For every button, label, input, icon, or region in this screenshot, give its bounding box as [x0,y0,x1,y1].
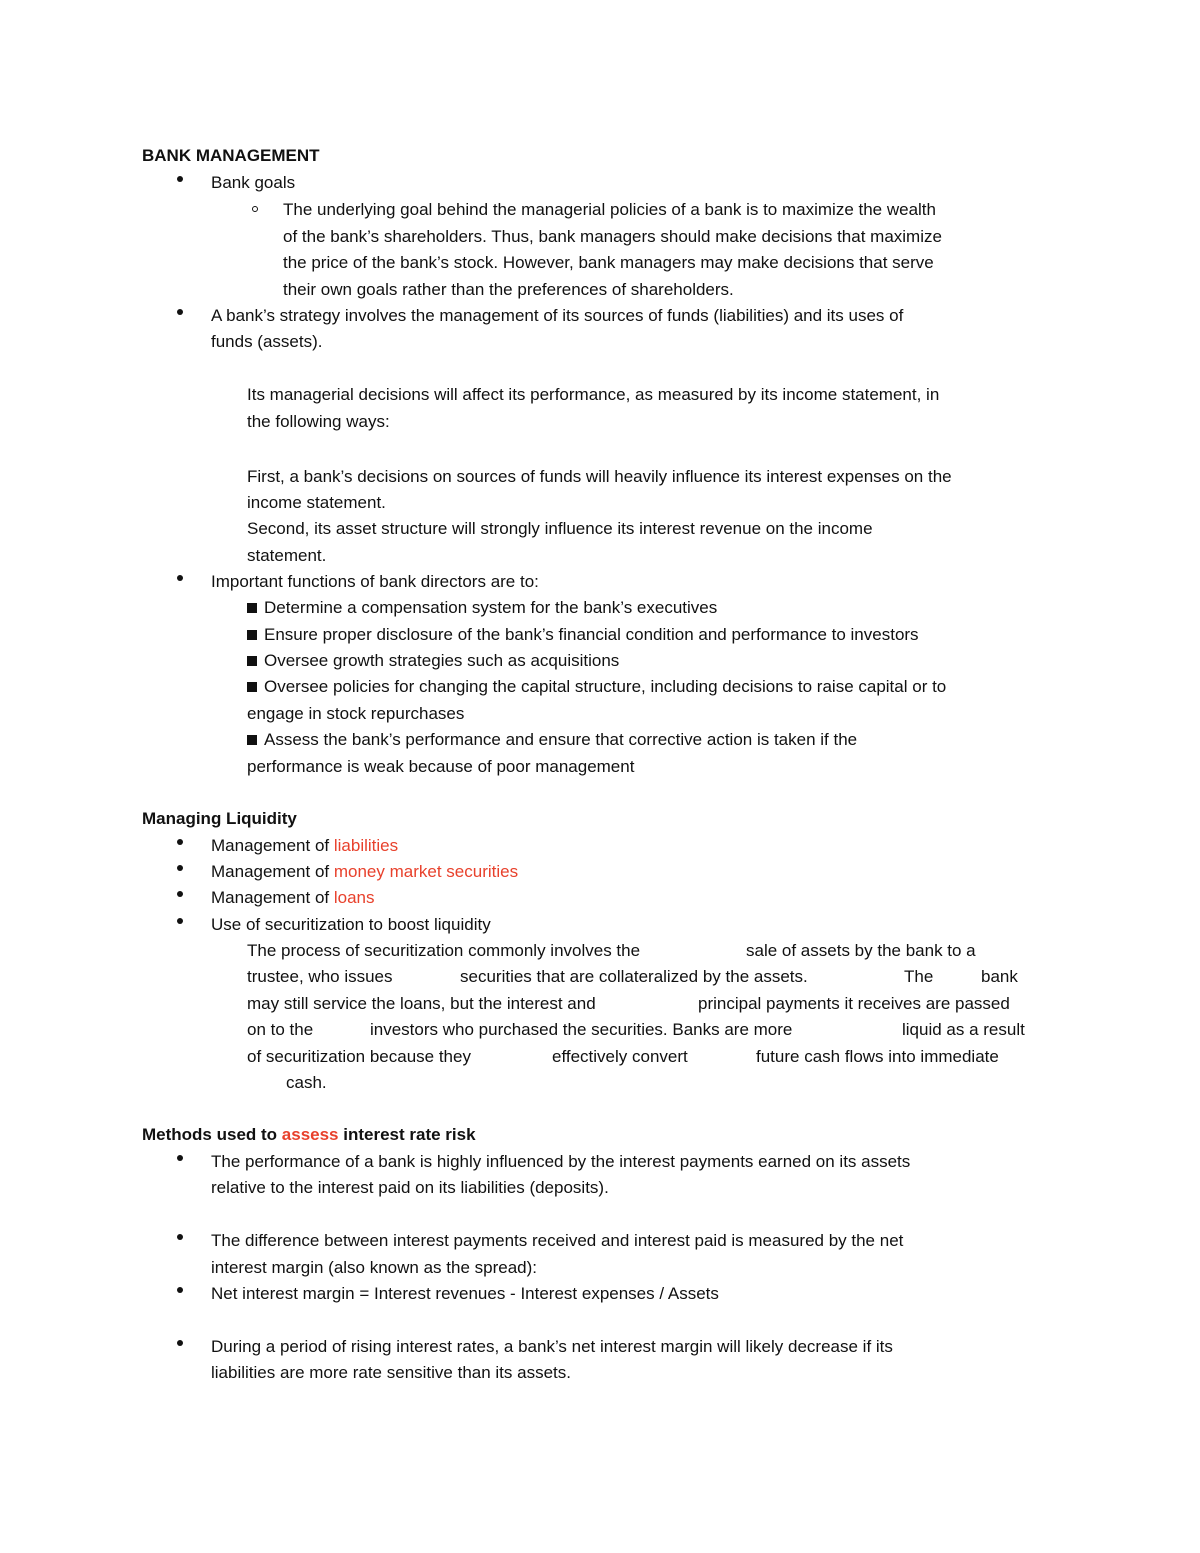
bullet-icon [177,1234,183,1240]
function-item: Oversee policies for changing the capital structure, including decisions to raise capital or to [247,674,946,700]
text-line: Net interest margin = Interest revenues - Interest expenses / Assets [211,1284,719,1303]
text-line: funds (assets). [211,332,323,351]
text-fragment: trustee, who issues [247,967,393,986]
text-fragment: may still service the loans, but the interest and [247,994,596,1013]
text-line: The underlying goal behind the managerial policies of a bank is to maximize the wealth [283,200,936,219]
list-item-loans: Management of loans [211,888,375,907]
list-item-bank-goals: Bank goals [211,173,296,192]
section-heading-bank-management: BANK MANAGEMENT [142,146,320,165]
text-line: interest margin (also known as the spread): [211,1258,537,1277]
text-fragment: cash. [286,1073,327,1092]
text-line: relative to the interest paid on its liabilities (deposits). [211,1178,609,1197]
function-item: Ensure proper disclosure of the bank’s financial condition and performance to investors [247,622,919,648]
text-line: engage in stock repurchases [247,704,465,723]
function-item: Determine a compensation system for the bank’s executives [247,595,717,621]
square-bullet-icon [247,630,257,640]
square-bullet-icon [247,603,257,613]
list-item-money-market: Management of money market securities [211,862,519,881]
text-fragment: securities that are collateralized by the assets. [460,967,808,986]
text-fragment: liquid as a result [902,1020,1025,1039]
list-item-securitization: Use of securitization to boost liquidity [211,915,491,934]
function-item: Oversee growth strategies such as acquisitions [247,648,619,674]
text-line: the price of the bank’s stock. However, bank managers may make decisions that serve [283,253,934,272]
text-fragment: investors who purchased the securities. Banks are more [370,1020,793,1039]
text-fragment: on to the [247,1020,314,1039]
text-line: During a period of rising interest rates, a bank’s net interest margin will likely decrease if its [211,1337,893,1356]
text-line: The difference between interest payments received and interest paid is measured by the net [211,1231,904,1250]
text-line: A bank’s strategy involves the management of its sources of funds (liabilities) and its uses of [211,306,904,325]
text-line: liabilities are more rate sensitive than its assets. [211,1363,571,1382]
text-fragment: bank [981,967,1018,986]
text-fragment: sale of assets by the bank to a [746,941,976,960]
text-fragment: principal payments it receives are passed [698,994,1010,1013]
text-fragment: of securitization because they [247,1047,471,1066]
bullet-icon [177,176,183,182]
bullet-icon [177,918,183,924]
bullet-icon [177,891,183,897]
hollow-bullet-icon [252,206,258,212]
text-line: performance is weak because of poor management [247,757,635,776]
text-line: the following ways: [247,412,390,431]
text-line: Its managerial decisions will affect its performance, as measured by its income statement, in [247,385,940,404]
square-bullet-icon [247,682,257,692]
text-fragment: future cash flows into immediate [756,1047,999,1066]
section-heading-managing-liquidity: Managing Liquidity [142,809,297,828]
bullet-icon [177,839,183,845]
text-fragment: The process of securitization commonly involves the [247,941,641,960]
text-line: First, a bank’s decisions on sources of funds will heavily influence its interest expenses on the [247,467,952,486]
bullet-icon [177,1287,183,1293]
text-fragment: The [904,967,934,986]
text-line: of the bank’s shareholders. Thus, bank managers should make decisions that maximize [283,227,942,246]
bullet-icon [177,575,183,581]
bullet-icon [177,865,183,871]
text-line: Second, its asset structure will strongly influence its interest revenue on the income [247,519,873,538]
list-item-liabilities: Management of liabilities [211,836,399,855]
text-line: The performance of a bank is highly influenced by the interest payments earned on its assets [211,1152,911,1171]
text-line: income statement. [247,493,386,512]
text-line: their own goals rather than the preferences of shareholders. [283,280,734,299]
text-line: Important functions of bank directors are to: [211,572,539,591]
function-item: Assess the bank’s performance and ensure that corrective action is taken if the [247,727,857,753]
text-fragment: effectively convert [552,1047,688,1066]
section-heading-interest-rate-risk: Methods used to assess interest rate risk [142,1125,476,1144]
text-line: statement. [247,546,327,565]
bullet-icon [177,309,183,315]
square-bullet-icon [247,735,257,745]
bullet-icon [177,1340,183,1346]
bullet-icon [177,1155,183,1161]
square-bullet-icon [247,656,257,666]
